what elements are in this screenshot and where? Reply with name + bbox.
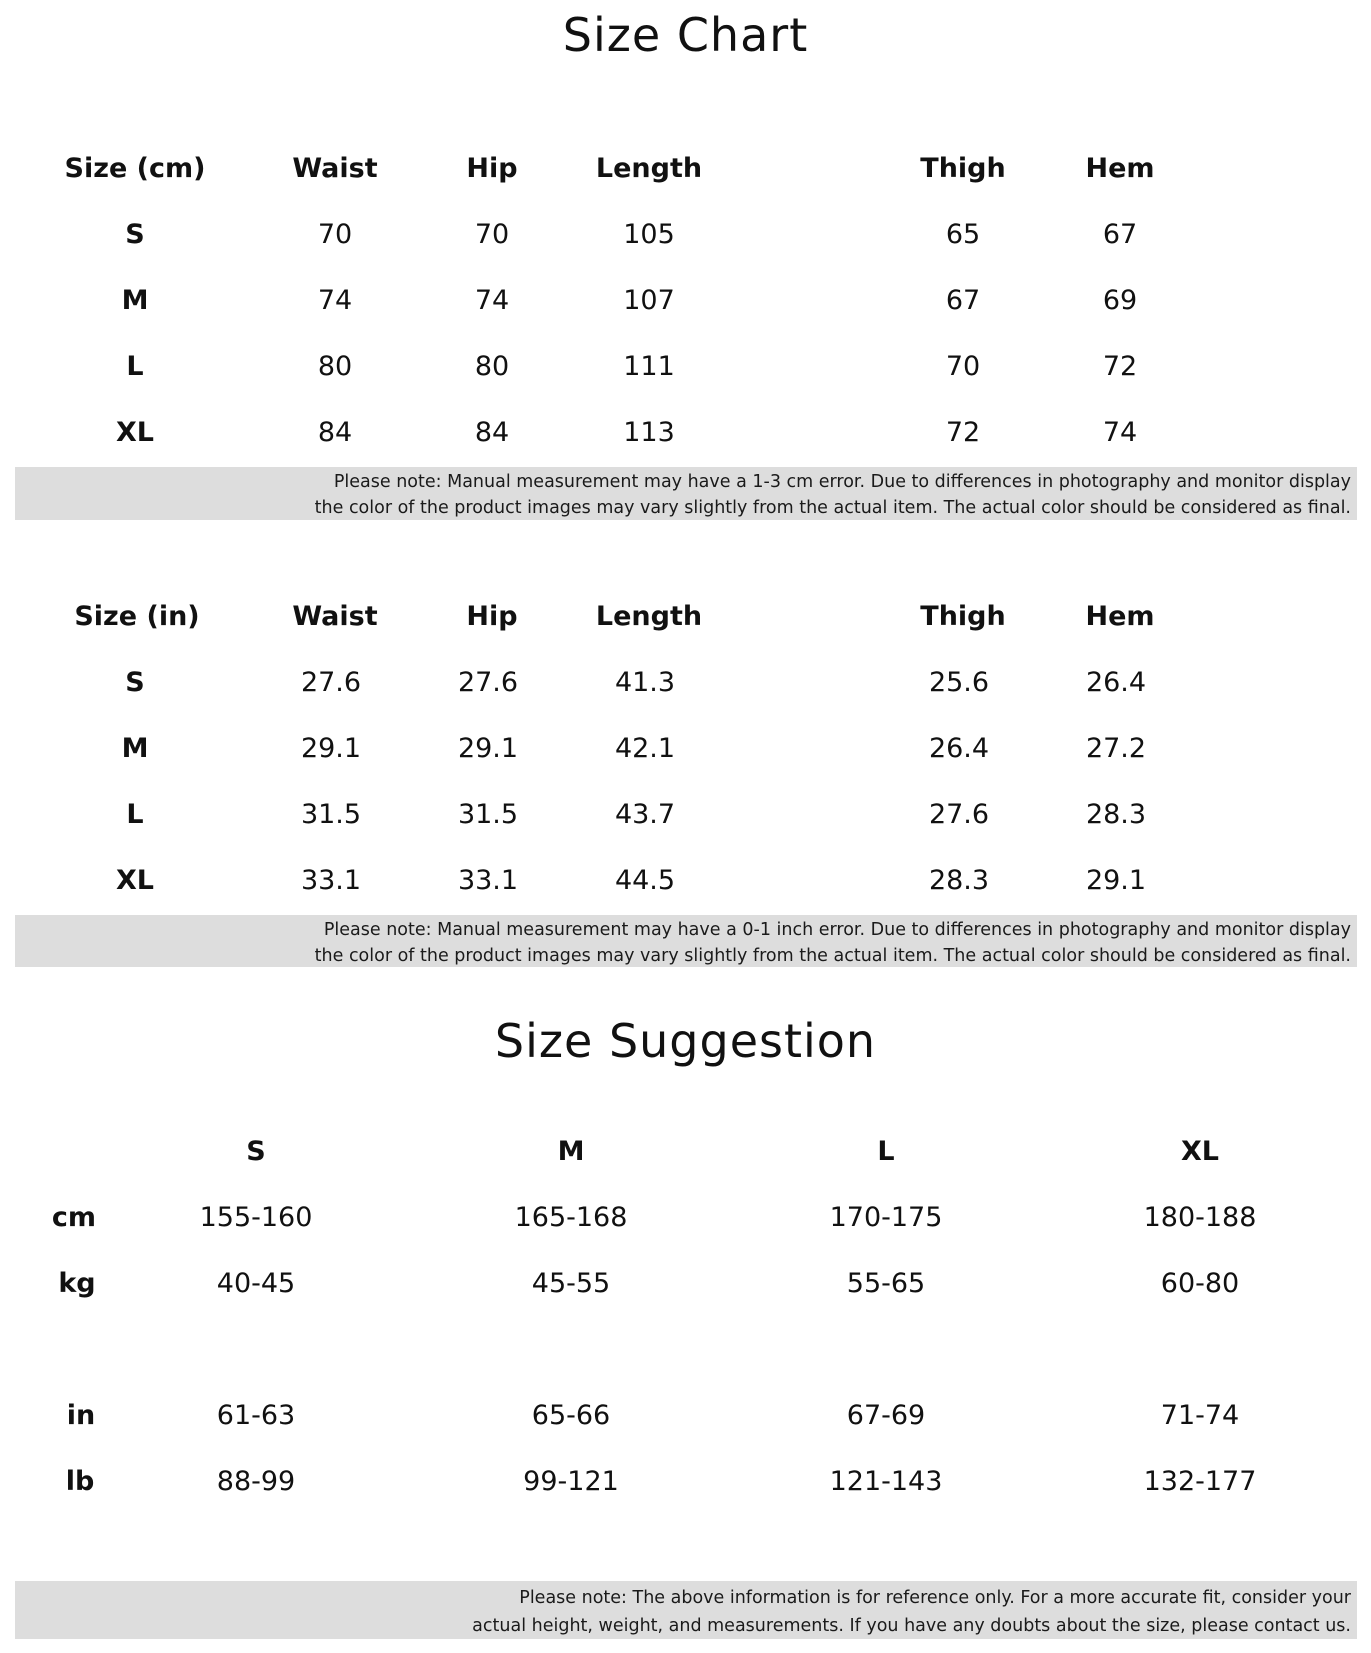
in-table-header: Hem bbox=[1085, 601, 1155, 632]
size-chart-title: Size Chart bbox=[562, 8, 809, 62]
cm-table-size-label: XL bbox=[115, 417, 155, 448]
note-line: Please note: Manual measurement may have a 0-1 inch error. Due to differences in photography and monitor display bbox=[323, 920, 1351, 940]
suggestion-cell: 180-188 bbox=[1143, 1202, 1257, 1233]
suggestion-cell: 40-45 bbox=[216, 1268, 296, 1299]
cm-table-header: Waist bbox=[292, 153, 378, 184]
in-table-header: Waist bbox=[292, 601, 378, 632]
cm-table-cell: 74 bbox=[1102, 417, 1138, 448]
in-table-size-label: M bbox=[121, 733, 149, 764]
note-line: Please note: The above information is for reference only. For a more accurate fit, consider your bbox=[519, 1588, 1351, 1608]
suggestion-unit-label: kg bbox=[58, 1268, 96, 1299]
cm-table-cell: 67 bbox=[945, 285, 981, 316]
suggestion-cell: 165-168 bbox=[514, 1202, 628, 1233]
cm-table-cell: 70 bbox=[317, 219, 353, 250]
in-table-size-label: XL bbox=[115, 865, 155, 896]
suggestion-cell: 88-99 bbox=[216, 1466, 296, 1497]
suggestion-cell: 61-63 bbox=[216, 1400, 296, 1431]
cm-table-cell: 69 bbox=[1102, 285, 1138, 316]
cm-table-header: Size (cm) bbox=[64, 153, 206, 184]
in-table-cell: 28.3 bbox=[1085, 799, 1147, 830]
suggestion-unit-label: lb bbox=[65, 1466, 95, 1497]
in-table-cell: 31.5 bbox=[457, 799, 519, 830]
suggestion-cell: 60-80 bbox=[1160, 1268, 1240, 1299]
cm-table-cell: 72 bbox=[1102, 351, 1138, 382]
cm-table-cell: 74 bbox=[317, 285, 353, 316]
in-table-cell: 27.6 bbox=[300, 667, 362, 698]
cm-table-cell: 107 bbox=[623, 285, 675, 316]
suggestion-unit-label: in bbox=[66, 1400, 96, 1431]
cm-table-cell: 113 bbox=[623, 417, 675, 448]
cm-table-size-label: M bbox=[121, 285, 149, 316]
suggestion-header: M bbox=[557, 1136, 585, 1167]
in-table-cell: 33.1 bbox=[457, 865, 519, 896]
cm-table-cell: 65 bbox=[945, 219, 981, 250]
cm-table-cell: 84 bbox=[474, 417, 510, 448]
cm-table-header: Hip bbox=[466, 153, 518, 184]
suggestion-cell: 99-121 bbox=[523, 1466, 619, 1497]
in-table-cell: 43.7 bbox=[614, 799, 676, 830]
in-table-cell: 31.5 bbox=[300, 799, 362, 830]
suggestion-header: L bbox=[877, 1136, 895, 1167]
in-table-header: Hip bbox=[466, 601, 518, 632]
in-table-cell: 27.6 bbox=[457, 667, 519, 698]
suggestion-header: XL bbox=[1180, 1136, 1220, 1167]
suggestion-header: S bbox=[246, 1136, 266, 1167]
suggestion-cell: 55-65 bbox=[846, 1268, 926, 1299]
in-table-cell: 28.3 bbox=[928, 865, 990, 896]
size-suggestion-note bbox=[15, 1581, 1357, 1639]
cm-table-header: Length bbox=[595, 153, 703, 184]
cm-table-header: Hem bbox=[1085, 153, 1155, 184]
cm-table-cell: 70 bbox=[474, 219, 510, 250]
in-table-cell: 33.1 bbox=[300, 865, 362, 896]
suggestion-cell: 65-66 bbox=[531, 1400, 611, 1431]
cm-measurement-note bbox=[15, 467, 1357, 520]
inch-measurement-note bbox=[15, 915, 1357, 967]
in-table-size-label: S bbox=[125, 667, 145, 698]
in-table-cell: 42.1 bbox=[614, 733, 676, 764]
suggestion-cell: 155-160 bbox=[199, 1202, 313, 1233]
in-table-cell: 29.1 bbox=[1085, 865, 1147, 896]
cm-table-cell: 84 bbox=[317, 417, 353, 448]
cm-table-cell: 80 bbox=[474, 351, 510, 382]
suggestion-cell: 45-55 bbox=[531, 1268, 611, 1299]
note-line: the color of the product images may vary slightly from the actual item. The actual color should be considered as final. bbox=[314, 946, 1351, 966]
in-table-cell: 26.4 bbox=[1085, 667, 1147, 698]
cm-table-cell: 111 bbox=[623, 351, 675, 382]
cm-table-cell: 105 bbox=[623, 219, 675, 250]
cm-table-size-label: L bbox=[126, 351, 144, 382]
note-line: the color of the product images may vary slightly from the actual item. The actual color should be considered as final. bbox=[314, 498, 1351, 518]
size-suggestion-title: Size Suggestion bbox=[494, 1014, 877, 1068]
in-table-cell: 27.6 bbox=[928, 799, 990, 830]
in-table-cell: 29.1 bbox=[300, 733, 362, 764]
suggestion-cell: 132-177 bbox=[1143, 1466, 1257, 1497]
suggestion-cell: 67-69 bbox=[846, 1400, 926, 1431]
cm-table-cell: 74 bbox=[474, 285, 510, 316]
cm-table-cell: 80 bbox=[317, 351, 353, 382]
cm-table-header: Thigh bbox=[920, 153, 1006, 184]
suggestion-cell: 71-74 bbox=[1160, 1400, 1240, 1431]
in-table-cell: 25.6 bbox=[928, 667, 990, 698]
in-table-size-label: L bbox=[126, 799, 144, 830]
in-table-header: Length bbox=[595, 601, 703, 632]
note-line: Please note: Manual measurement may have a 1-3 cm error. Due to differences in photography and monitor display bbox=[333, 472, 1351, 492]
suggestion-unit-label: cm bbox=[51, 1202, 97, 1233]
in-table-cell: 41.3 bbox=[614, 667, 676, 698]
in-table-header: Size (in) bbox=[74, 601, 200, 632]
in-table-cell: 27.2 bbox=[1085, 733, 1147, 764]
in-table-cell: 26.4 bbox=[928, 733, 990, 764]
suggestion-cell: 121-143 bbox=[829, 1466, 943, 1497]
suggestion-cell: 170-175 bbox=[829, 1202, 943, 1233]
note-line: actual height, weight, and measurements. If you have any doubts about the size, please contact us. bbox=[472, 1616, 1351, 1636]
in-table-cell: 44.5 bbox=[614, 865, 676, 896]
cm-table-cell: 70 bbox=[945, 351, 981, 382]
in-table-cell: 29.1 bbox=[457, 733, 519, 764]
cm-table-cell: 72 bbox=[945, 417, 981, 448]
cm-table-cell: 67 bbox=[1102, 219, 1138, 250]
in-table-header: Thigh bbox=[920, 601, 1006, 632]
cm-table-size-label: S bbox=[125, 219, 145, 250]
